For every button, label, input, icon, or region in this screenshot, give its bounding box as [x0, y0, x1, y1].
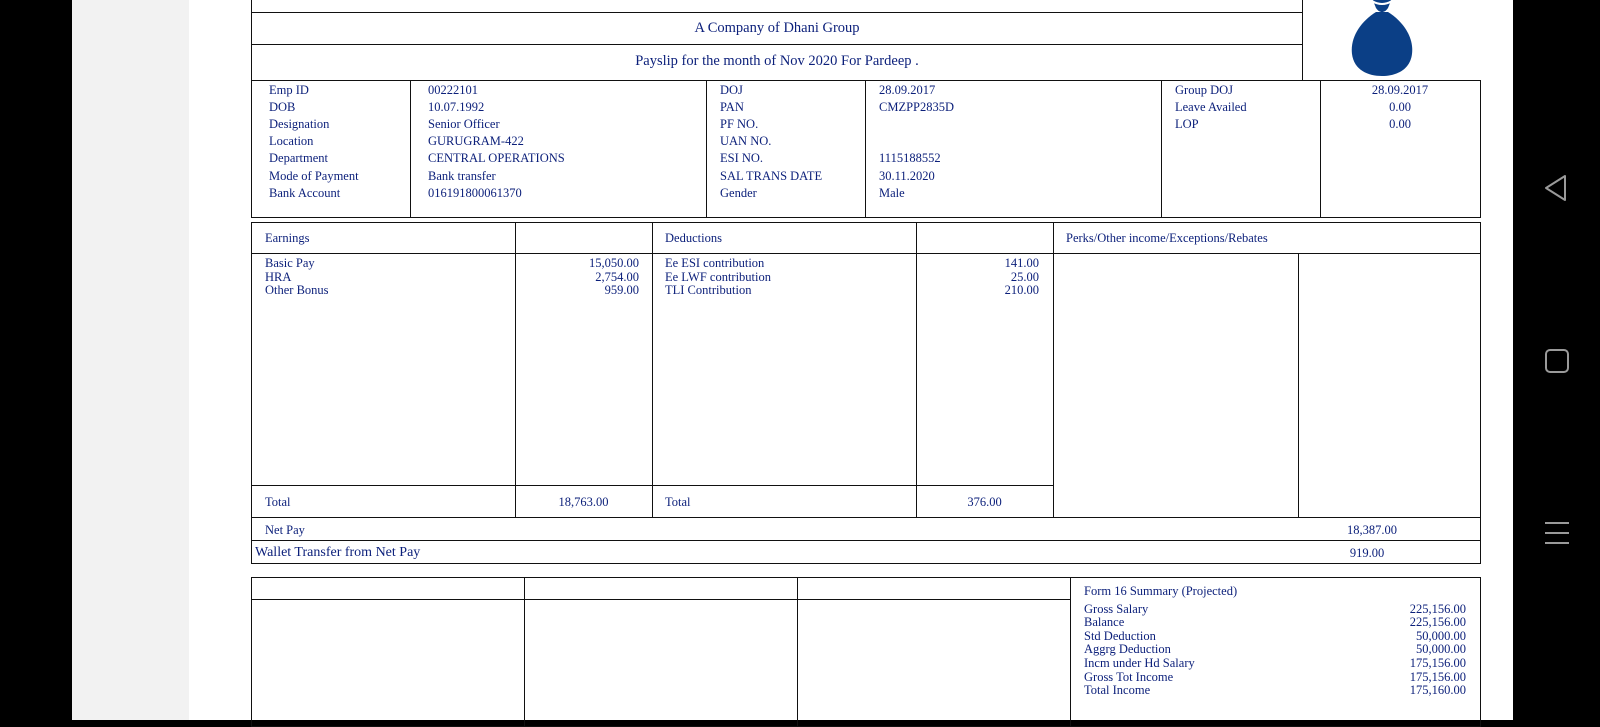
deductions-total-value: 376.00 — [967, 495, 1002, 509]
deductions-header: Deductions — [665, 231, 722, 245]
earnings-total-label: Total — [265, 495, 291, 509]
doj-label: DOJ — [720, 83, 743, 97]
list-item: Aggrg Deduction — [1084, 642, 1171, 656]
list-item: HRA — [265, 270, 292, 284]
list-item: 25.00 — [1010, 270, 1039, 284]
emp-id-value: 00222101 — [428, 83, 478, 97]
list-item: Ee LWF contribution — [665, 270, 771, 284]
location-value: GURUGRAM-422 — [428, 134, 524, 148]
list-item: 15,050.00 — [589, 256, 639, 270]
pf-no-label: PF NO. — [720, 117, 759, 131]
list-item: 2,754.00 — [595, 270, 639, 284]
company-line: A Company of Dhani Group — [694, 20, 860, 36]
perks-header: Perks/Other income/Exceptions/Rebates — [1066, 231, 1268, 245]
group-doj-label: Group DOJ — [1175, 83, 1233, 97]
lop-label: LOP — [1175, 117, 1199, 131]
wallet-label: Wallet Transfer from Net Pay — [255, 545, 421, 560]
list-item: 175,156.00 — [1409, 670, 1466, 684]
wallet-value: 919.00 — [1349, 546, 1385, 560]
emp-id-label: Emp ID — [269, 83, 309, 97]
payment-mode-label: Mode of Payment — [269, 169, 359, 183]
list-item: 225,156.00 — [1409, 602, 1466, 616]
earnings-deductions-box — [251, 222, 1481, 518]
pan-label: PAN — [720, 100, 744, 114]
home-square-icon[interactable] — [1544, 348, 1570, 374]
dob-label: DOB — [269, 100, 296, 114]
list-item: 210.00 — [1004, 283, 1039, 297]
list-item: 141.00 — [1004, 256, 1039, 270]
list-item: Ee ESI contribution — [665, 256, 765, 270]
list-item: Basic Pay — [265, 256, 315, 270]
payslip-page — [189, 0, 1539, 720]
gender-label: Gender — [720, 186, 757, 200]
document-viewer[interactable] — [72, 0, 1513, 720]
form16-header: Form 16 Summary (Projected) — [1084, 584, 1238, 598]
list-item: 175,160.00 — [1409, 683, 1466, 697]
earnings-header: Earnings — [265, 231, 310, 245]
department-value: CENTRAL OPERATIONS — [428, 151, 565, 165]
sal-trans-date-value: 30.11.2020 — [879, 169, 935, 183]
gender-value: Male — [879, 186, 905, 200]
payment-mode-value: Bank transfer — [428, 169, 496, 183]
list-item: 50,000.00 — [1416, 642, 1466, 656]
designation-value: Senior Officer — [428, 117, 500, 131]
wallet-row — [251, 540, 1481, 564]
doj-value: 28.09.2017 — [879, 83, 936, 97]
department-label: Department — [269, 151, 329, 165]
earnings-total-value: 18,763.00 — [558, 495, 609, 509]
leave-availed-value: 0.00 — [1389, 100, 1411, 114]
list-item: Balance — [1084, 615, 1125, 629]
net-pay-value: 18,387.00 — [1347, 523, 1397, 537]
list-item: 959.00 — [604, 283, 639, 297]
deductions-total-label: Total — [665, 495, 691, 509]
payslip-title: Payslip for the month of Nov 2020 For Pardeep . — [635, 53, 919, 69]
list-item: Incm under Hd Salary — [1084, 656, 1195, 670]
back-triangle-icon[interactable] — [1541, 173, 1571, 203]
list-item: 175,156.00 — [1409, 656, 1466, 670]
list-item: Total Income — [1084, 683, 1151, 697]
list-item: Std Deduction — [1084, 629, 1156, 643]
bank-account-value: 016191800061370 — [428, 186, 522, 200]
payslip-title-box — [251, 44, 1303, 81]
list-item: Other Bonus — [265, 283, 329, 297]
pan-value: CMZPP2835D — [879, 100, 955, 114]
list-item: Gross Tot Income — [1084, 670, 1174, 684]
sal-trans-date-label: SAL TRANS DATE — [720, 169, 823, 183]
lop-value: 0.00 — [1389, 117, 1411, 131]
recents-lines-icon[interactable] — [1543, 520, 1571, 546]
designation-label: Designation — [269, 117, 330, 131]
leave-availed-label: Leave Availed — [1175, 100, 1247, 114]
group-doj-value: 28.09.2017 — [1371, 83, 1429, 97]
bank-account-label: Bank Account — [269, 186, 341, 200]
list-item: 225,156.00 — [1409, 615, 1466, 629]
esi-no-value: 1115188552 — [879, 151, 941, 165]
list-item: TLI Contribution — [665, 283, 752, 297]
list-item: Gross Salary — [1084, 602, 1149, 616]
list-item: 50,000.00 — [1416, 629, 1466, 643]
money-bag-logo-icon — [1346, 0, 1418, 78]
android-nav-bar — [1513, 0, 1600, 720]
net-pay-row — [251, 517, 1481, 541]
location-label: Location — [269, 134, 314, 148]
company-line-box — [251, 12, 1303, 45]
esi-no-label: ESI NO. — [720, 151, 764, 165]
dob-value: 10.07.1992 — [428, 100, 485, 114]
uan-no-label: UAN NO. — [720, 134, 772, 148]
net-pay-label: Net Pay — [265, 523, 305, 537]
